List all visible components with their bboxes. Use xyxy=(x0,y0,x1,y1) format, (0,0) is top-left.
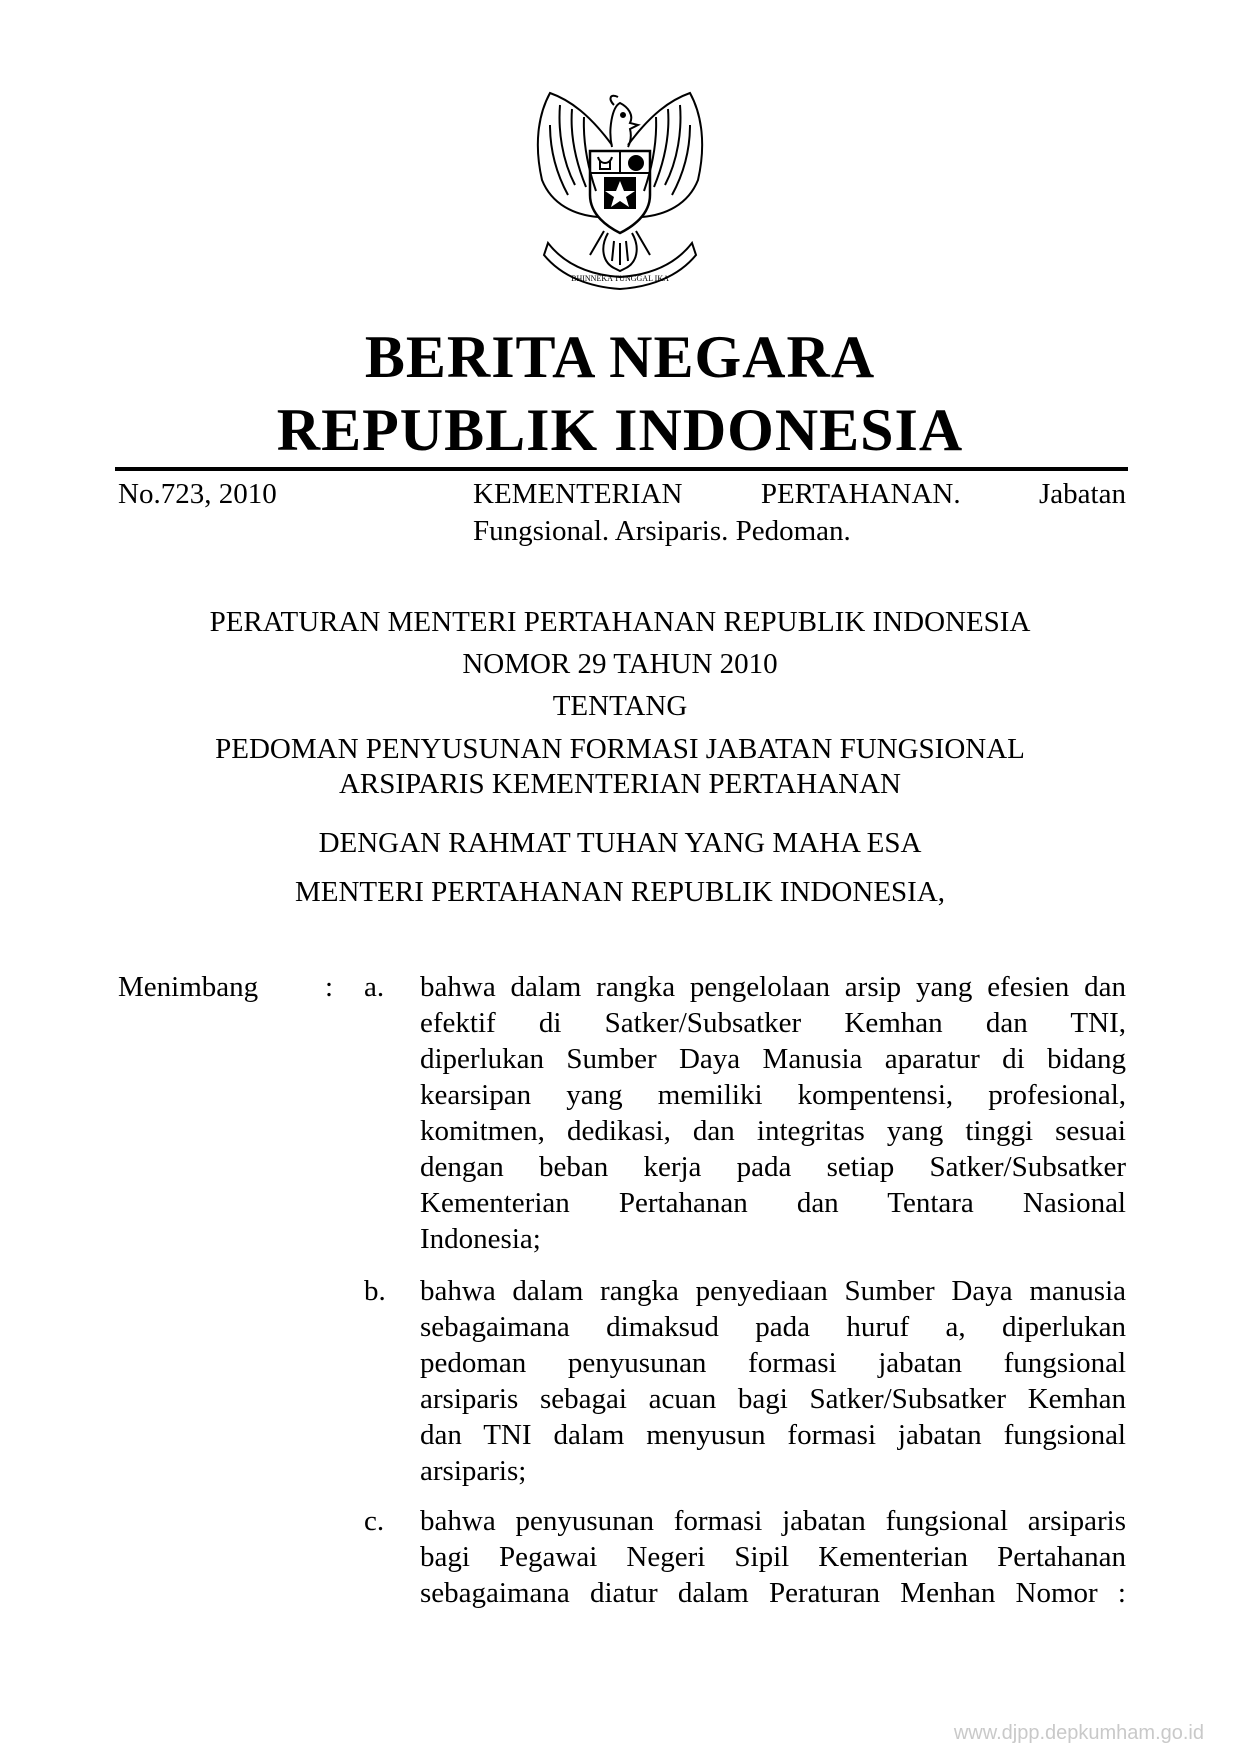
consideration-line: bahwa penyusunan formasi jabatan fungsional arsiparis xyxy=(420,1505,1126,1537)
consideration-line: bagi Pegawai Negeri Sipil Kementerian Pertahanan xyxy=(420,1541,1126,1573)
regulation-about-label: TENTANG xyxy=(552,690,688,722)
invocation: DENGAN RAHMAT TUHAN YANG MAHA ESA xyxy=(318,827,922,859)
gazette-subject xyxy=(473,476,1126,550)
consideration-line: Indonesia; xyxy=(420,1223,541,1255)
consideration-item xyxy=(420,1273,1126,1489)
consideration-line: komitmen, dedikasi, dan integritas yang tinggi sesuai xyxy=(420,1115,1126,1147)
gazette-subject-line-1 xyxy=(473,476,1126,513)
consideration-letter: b. xyxy=(364,1275,386,1307)
masthead-title-line-2: REPUBLIK INDONESIA xyxy=(276,397,964,463)
consideration-line: arsiparis; xyxy=(420,1455,527,1487)
watermark: www.djpp.depkumham.go.id xyxy=(953,1722,1204,1744)
consideration-line: bahwa dalam rangka pengelolaan arsip yang efesien dan xyxy=(420,971,1126,1003)
considerations-label: Menimbang xyxy=(118,971,259,1003)
masthead-title-line-1: BERITA NEGARA xyxy=(364,324,876,390)
emblem-motto: BHINNEKA TUNGGAL IKA xyxy=(571,274,669,283)
garuda-emblem-icon xyxy=(520,85,720,300)
consideration-line: dengan beban kerja pada setiap Satker/Subsatker xyxy=(420,1151,1126,1183)
consideration-line: pedoman penyusunan formasi jabatan fungsional xyxy=(420,1347,1126,1379)
considerations-colon: : xyxy=(325,971,334,1003)
regulation-number: NOMOR 29 TAHUN 2010 xyxy=(462,648,778,680)
consideration-line: kearsipan yang memiliki kompentensi, profesional, xyxy=(420,1079,1126,1111)
consideration-line: bahwa dalam rangka penyediaan Sumber Daya manusia xyxy=(420,1275,1126,1307)
consideration-line: diperlukan Sumber Daya Manusia aparatur di bidang xyxy=(420,1043,1126,1075)
regulation-subject-line-1: PEDOMAN PENYUSUNAN FORMASI JABATAN FUNGSIONAL xyxy=(215,733,1025,765)
consideration-line: Kementerian Pertahanan dan Tentara Nasional xyxy=(420,1187,1126,1219)
regulation-title: PERATURAN MENTERI PERTAHANAN REPUBLIK INDONESIA xyxy=(209,606,1031,638)
consideration-line: efektif di Satker/Subsatker Kemhan dan TNI, xyxy=(420,1007,1126,1039)
consideration-item xyxy=(420,969,1126,1257)
consideration-line: sebagaimana dimaksud pada huruf a, diperlukan xyxy=(420,1311,1126,1343)
consideration-line: dan TNI dalam menyusun formasi jabatan fungsional xyxy=(420,1419,1126,1451)
consideration-letter: c. xyxy=(364,1505,385,1537)
regulation-subject-line-2: ARSIPARIS KEMENTERIAN PERTAHANAN xyxy=(338,768,902,800)
consideration-line: arsiparis sebagai acuan bagi Satker/Subsatker Kemhan xyxy=(420,1383,1126,1415)
subject-word: PERTAHANAN. xyxy=(760,478,961,510)
consideration-letter: a. xyxy=(364,971,385,1003)
gazette-subject-line-2: Fungsional. Arsiparis. Pedoman. xyxy=(473,515,851,547)
issuer: MENTERI PERTAHANAN REPUBLIK INDONESIA, xyxy=(294,876,946,908)
subject-word: Jabatan xyxy=(1039,478,1126,510)
masthead-rule xyxy=(115,467,1128,471)
consideration-line: sebagaimana diatur dalam Peraturan Menhan Nomor : xyxy=(420,1577,1126,1609)
subject-word: KEMENTERIAN xyxy=(473,478,683,510)
consideration-item xyxy=(420,1503,1126,1611)
gazette-number: No.723, 2010 xyxy=(118,478,277,510)
